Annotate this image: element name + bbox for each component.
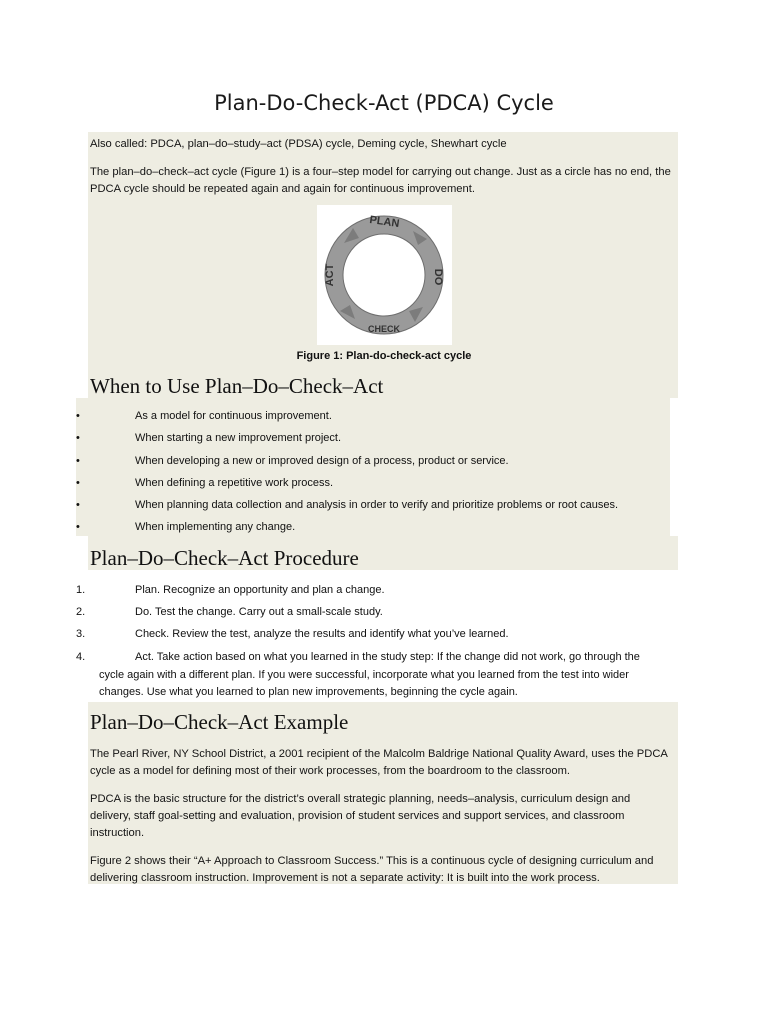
when-item: When defining a repetitive work process.: [135, 477, 334, 489]
procedure-step: Check. Review the test, analyze the results and identify what you’ve learned.: [135, 628, 509, 640]
example-paragraph: PDCA is the basic structure for the district’s overall strategic planning, needs–analysis, curriculum design and delivery, staff goal-setting and evaluation, provision of student services and support services, and classroom instruction.: [90, 793, 631, 839]
procedure-heading: Plan–Do–Check–Act Procedure: [90, 546, 359, 570]
procedure-step: Do. Test the change. Carry out a small-scale study.: [135, 606, 383, 618]
bullet-icon: •: [76, 521, 80, 533]
pdca-cycle-diagram: [317, 205, 452, 345]
step-number: 2.: [76, 606, 86, 618]
figure-1-caption: Figure 1: Plan-do-check-act cycle: [296, 350, 472, 362]
act-label: ACT: [324, 263, 336, 287]
when-item: When implementing any change.: [135, 521, 296, 533]
when-to-use-heading: When to Use Plan–Do–Check–Act: [90, 374, 384, 398]
procedure-step-continued: cycle again with a different plan. If you were successful, incorporate what you learned from the test into wider: [99, 669, 629, 681]
page-title: Plan-Do-Check-Act (PDCA) Cycle: [214, 91, 554, 115]
also-called-text: Also called: PDCA, plan–do–study–act (PDSA) cycle, Deming cycle, Shewhart cycle: [90, 138, 507, 150]
bullet-icon: •: [76, 477, 80, 489]
example-paragraph: Figure 2 shows their “A+ Approach to Classroom Success.” This is a continuous cycle of designing curriculum and delivering classroom instruction. Improvement is not a separate activity: It is built into the work process.: [90, 855, 654, 884]
step-number: 4.: [76, 651, 86, 663]
when-item: When developing a new or improved design of a process, product or service.: [135, 455, 509, 467]
step-number: 3.: [76, 628, 86, 640]
plan-label: PLAN: [368, 214, 401, 231]
do-label: DO: [432, 268, 444, 286]
bullet-icon: •: [76, 455, 80, 467]
bullet-icon: •: [76, 410, 80, 422]
procedure-step: Act. Take action based on what you learned in the study step: If the change did not work, go through the: [135, 651, 640, 663]
when-item: When starting a new improvement project.: [135, 432, 342, 444]
step-number: 1.: [76, 584, 86, 596]
check-label: CHECK: [367, 324, 401, 334]
example-heading: Plan–Do–Check–Act Example: [90, 710, 349, 734]
bullet-icon: •: [76, 499, 80, 511]
example-paragraph: The Pearl River, NY School District, a 2001 recipient of the Malcolm Baldrige National Quality Award, uses the PDCA cycle as a model for defining most of their work processes, from the boardroom to the classroom.: [90, 748, 668, 777]
intro-paragraph: The plan–do–check–act cycle (Figure 1) is a four–step model for carrying out change. Just as a circle has no end, the PDCA cycle should be repeated again and again for continuous improvement.: [90, 166, 671, 195]
when-item: As a model for continuous improvement.: [135, 410, 332, 422]
procedure-step-continued: changes. Use what you learned to plan new improvements, beginning the cycle again.: [99, 686, 518, 698]
when-item: When planning data collection and analysis in order to verify and prioritize problems or root causes.: [135, 499, 619, 511]
pdca-cycle-figure: [317, 205, 452, 345]
bullet-icon: •: [76, 432, 80, 444]
procedure-step: Plan. Recognize an opportunity and plan a change.: [135, 584, 385, 596]
